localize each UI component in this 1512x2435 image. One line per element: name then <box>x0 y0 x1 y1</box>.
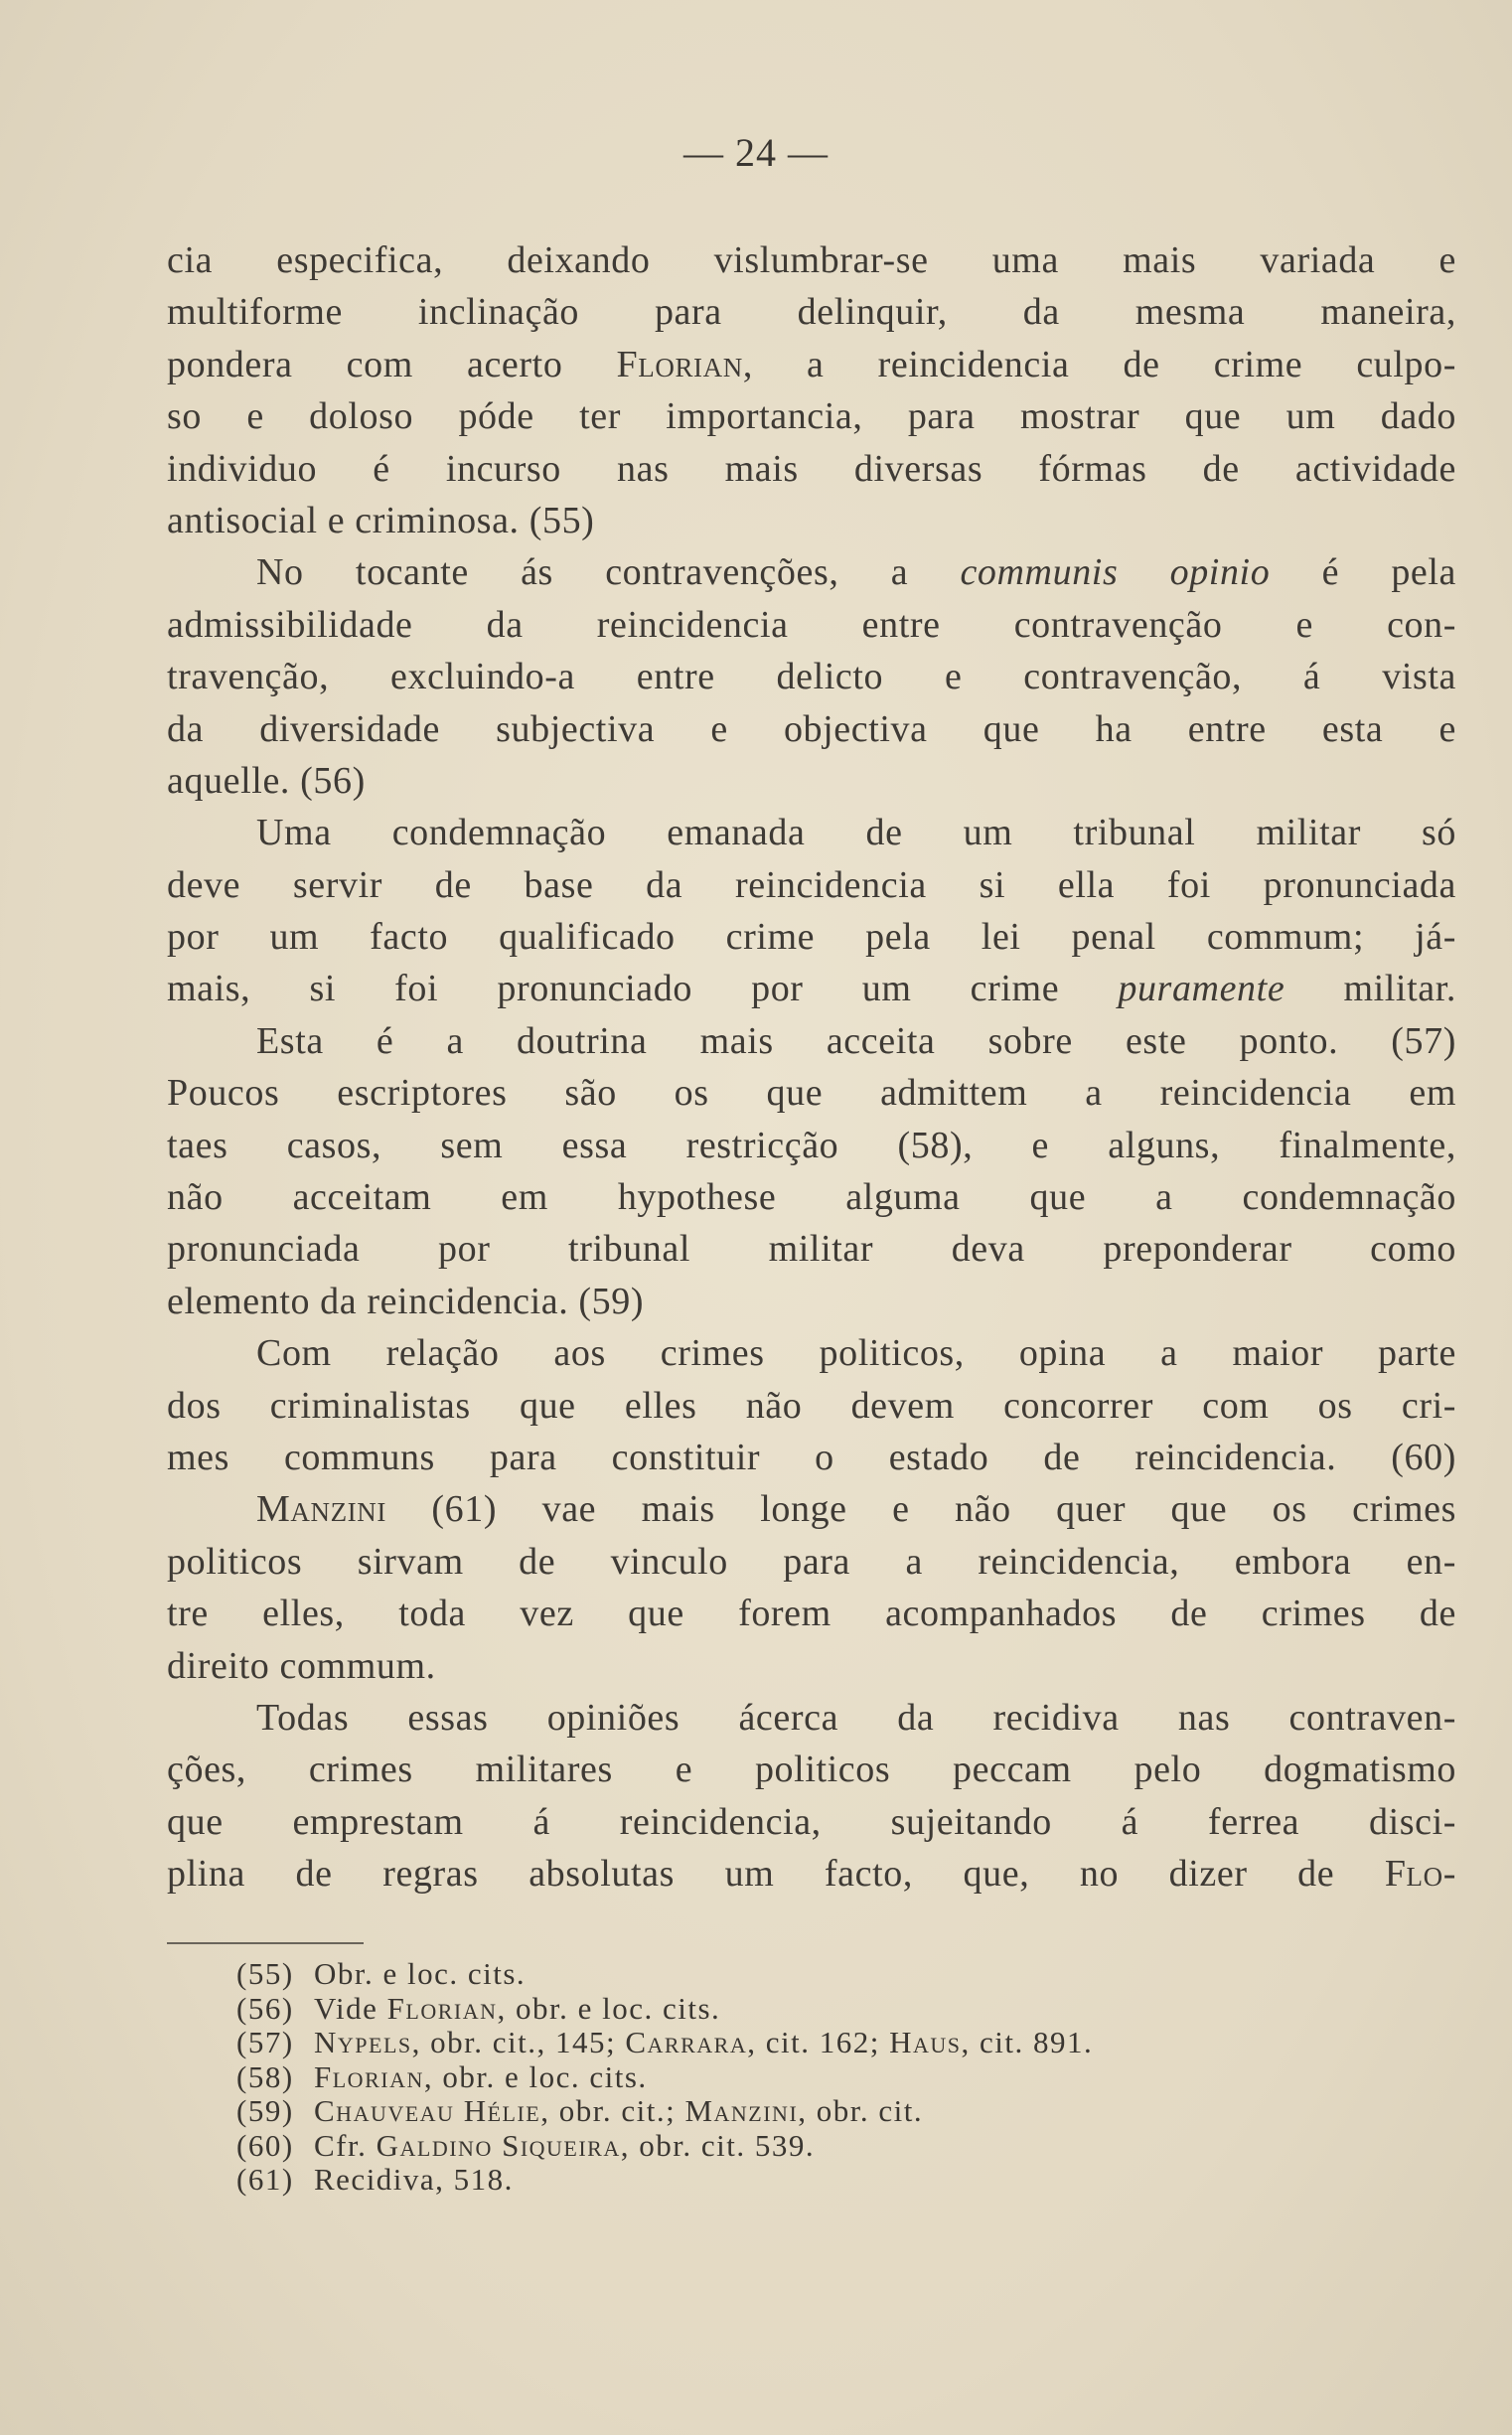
text-line <box>167 1432 1456 1483</box>
footnote-number: (56) <box>236 1990 294 2026</box>
cited-author: Galdino Siqueira <box>376 2127 621 2163</box>
line-text: travenção, excluindo-a entre delicto e contravenção, á vista <box>167 656 1456 698</box>
footnote-text: , obr. cit. <box>798 2093 924 2128</box>
text-line <box>167 859 1456 911</box>
cited-author: Haus <box>889 2025 962 2059</box>
text-line <box>167 443 1456 495</box>
cited-author: Nypels <box>314 2025 412 2059</box>
author-name: Manzini <box>256 1488 386 1531</box>
line-text: direito commum. <box>167 1644 436 1687</box>
footnote-text: Cfr. <box>314 2127 377 2163</box>
text-line <box>167 1120 1456 1171</box>
line-text: multiforme inclinação para delinquir, da mesma maneira, <box>167 291 1456 334</box>
text-line <box>167 1067 1456 1119</box>
line-text: admissibilidade da reincidencia entre contravenção e con- <box>167 603 1456 646</box>
line-text: taes casos, sem essa restricção (58), e alguns, finalmente, <box>167 1124 1456 1166</box>
text-line <box>167 703 1456 755</box>
footnotes <box>236 1957 1429 2198</box>
text-line <box>167 495 1456 546</box>
text-line <box>167 390 1456 442</box>
line-text: tre elles, toda vez que forem acompanhados de crimes de <box>167 1593 1456 1635</box>
line-text: No tocante ás contravenções, a <box>256 551 961 594</box>
footnote-text: Obr. e loc. cits. <box>314 1956 527 1991</box>
line-text: Uma condemnação emanada de um tribunal militar só <box>256 812 1456 854</box>
footnote-text: , obr. cit.; <box>540 2093 685 2128</box>
line-text: é pela <box>1270 551 1457 594</box>
cited-author: Florian <box>386 1990 498 2026</box>
footnote-number: (61) <box>236 2162 294 2197</box>
cited-author: Carrara <box>625 2025 748 2059</box>
author-name: Flo- <box>1384 1853 1456 1896</box>
text-line <box>167 1327 1456 1379</box>
line-text: Com relação aos crimes politicos, opina a maior parte <box>256 1332 1456 1375</box>
line-text: Poucos escriptores são os que admittem a reincidencia em <box>167 1072 1456 1115</box>
line-text: deve servir de base da reincidencia si ella foi pronunciada <box>167 863 1456 906</box>
line-text: Todas essas opiniões ácerca da recidiva nas contraven- <box>256 1696 1456 1739</box>
footnote-text: Recidiva, 518. <box>314 2162 514 2197</box>
text-line <box>167 339 1456 390</box>
italic-phrase: communis opinio <box>960 551 1271 594</box>
line-text: plina de regras absolutas um facto, que, no dizer de <box>167 1853 1385 1896</box>
footnote-text: , obr. e loc. cits. <box>423 2058 648 2094</box>
line-text: , a reincidencia de crime culpo- <box>742 343 1456 385</box>
footnote-number: (55) <box>236 1956 294 1991</box>
text-line <box>167 1588 1456 1639</box>
footnote-number: (58) <box>236 2058 294 2094</box>
line-text: ções, crimes militares e politicos peccam pelo dogmatismo <box>167 1749 1456 1791</box>
footnote <box>236 2026 1429 2060</box>
text-line <box>167 1015 1456 1067</box>
footnote-text: , obr. e loc. cits. <box>497 1990 721 2026</box>
footnote-text: , cit. 891. <box>961 2025 1094 2059</box>
text-line <box>167 286 1456 338</box>
text-line <box>167 755 1456 807</box>
footnote <box>236 2129 1429 2164</box>
footnote <box>236 1992 1429 2027</box>
text-line <box>167 1223 1456 1275</box>
line-text: da diversidade subjectiva e objectiva que ha entre esta e <box>167 707 1456 750</box>
text-line <box>167 546 1456 598</box>
line-text: politicos sirvam de vinculo para a reincidencia, embora en- <box>167 1540 1456 1583</box>
text-line <box>167 1380 1456 1432</box>
italic-phrase: puramente <box>1118 968 1285 1010</box>
line-text: mes communs para constituir o estado de reincidencia. (60) <box>167 1436 1456 1478</box>
line-text: cia especifica, deixando vislumbrar-se uma mais variada e <box>167 239 1456 281</box>
text-line <box>167 1536 1456 1588</box>
text-line <box>167 1692 1456 1744</box>
line-text: elemento da reincidencia. (59) <box>167 1280 645 1322</box>
text-line <box>167 1640 1456 1692</box>
text-line <box>167 1796 1456 1848</box>
line-text: que emprestam á reincidencia, sujeitando á ferrea disci- <box>167 1800 1456 1843</box>
text-line <box>167 1171 1456 1223</box>
text-line <box>167 1483 1456 1535</box>
text-line <box>167 911 1456 963</box>
footnote-text: Vide <box>314 1990 387 2026</box>
text-line <box>167 1744 1456 1795</box>
line-text: pondera com acerto <box>167 343 617 385</box>
footnote-rule <box>167 1942 364 1944</box>
author-name: Florian <box>616 343 743 385</box>
line-text: por um facto qualificado crime pela lei penal commum; já- <box>167 916 1456 959</box>
footnote-text: , obr. cit. 539. <box>620 2127 816 2163</box>
line-text: Esta é a doutrina mais acceita sobre este ponto. (57) <box>256 1019 1456 1062</box>
footnote-text: , obr. cit., 145; <box>411 2025 626 2059</box>
text-line <box>167 599 1456 651</box>
footnote <box>236 2094 1429 2129</box>
text-line <box>167 234 1456 286</box>
cited-author: Chauveau Hélie <box>314 2093 541 2128</box>
text-line <box>167 1276 1456 1327</box>
line-text: so e doloso póde ter importancia, para mostrar que um dado <box>167 395 1456 438</box>
footnote-number: (60) <box>236 2127 294 2163</box>
line-text: não acceitam em hypothese alguma que a condemnação <box>167 1176 1456 1219</box>
text-line <box>167 651 1456 702</box>
line-text: mais, si foi pronunciado por um crime <box>167 968 1119 1010</box>
line-text: dos criminalistas que elles não devem concorrer com os cri- <box>167 1384 1456 1427</box>
text-line <box>167 807 1456 858</box>
main-text <box>167 234 1456 1901</box>
text-line <box>167 963 1456 1014</box>
line-text: antisocial e criminosa. (55) <box>167 499 595 541</box>
line-text: (61) vae mais longe e não quer que os crimes <box>385 1488 1456 1531</box>
text-line <box>167 1848 1456 1900</box>
footnote-number: (57) <box>236 2025 294 2059</box>
page-number: — 24 — <box>683 130 829 175</box>
footnote-number: (59) <box>236 2093 294 2128</box>
line-text: aquelle. (56) <box>167 759 366 802</box>
footnote <box>236 2060 1429 2095</box>
line-text: pronunciada por tribunal militar deva preponderar como <box>167 1228 1456 1271</box>
line-text: individuo é incurso nas mais diversas fórmas de actividade <box>167 447 1456 490</box>
footnote <box>236 2163 1429 2198</box>
cited-author: Florian <box>314 2058 424 2094</box>
footnote <box>236 1957 1429 1992</box>
footnote-text: , cit. 162; <box>747 2025 890 2059</box>
line-text: militar. <box>1285 968 1456 1010</box>
cited-author: Manzini <box>684 2093 799 2128</box>
